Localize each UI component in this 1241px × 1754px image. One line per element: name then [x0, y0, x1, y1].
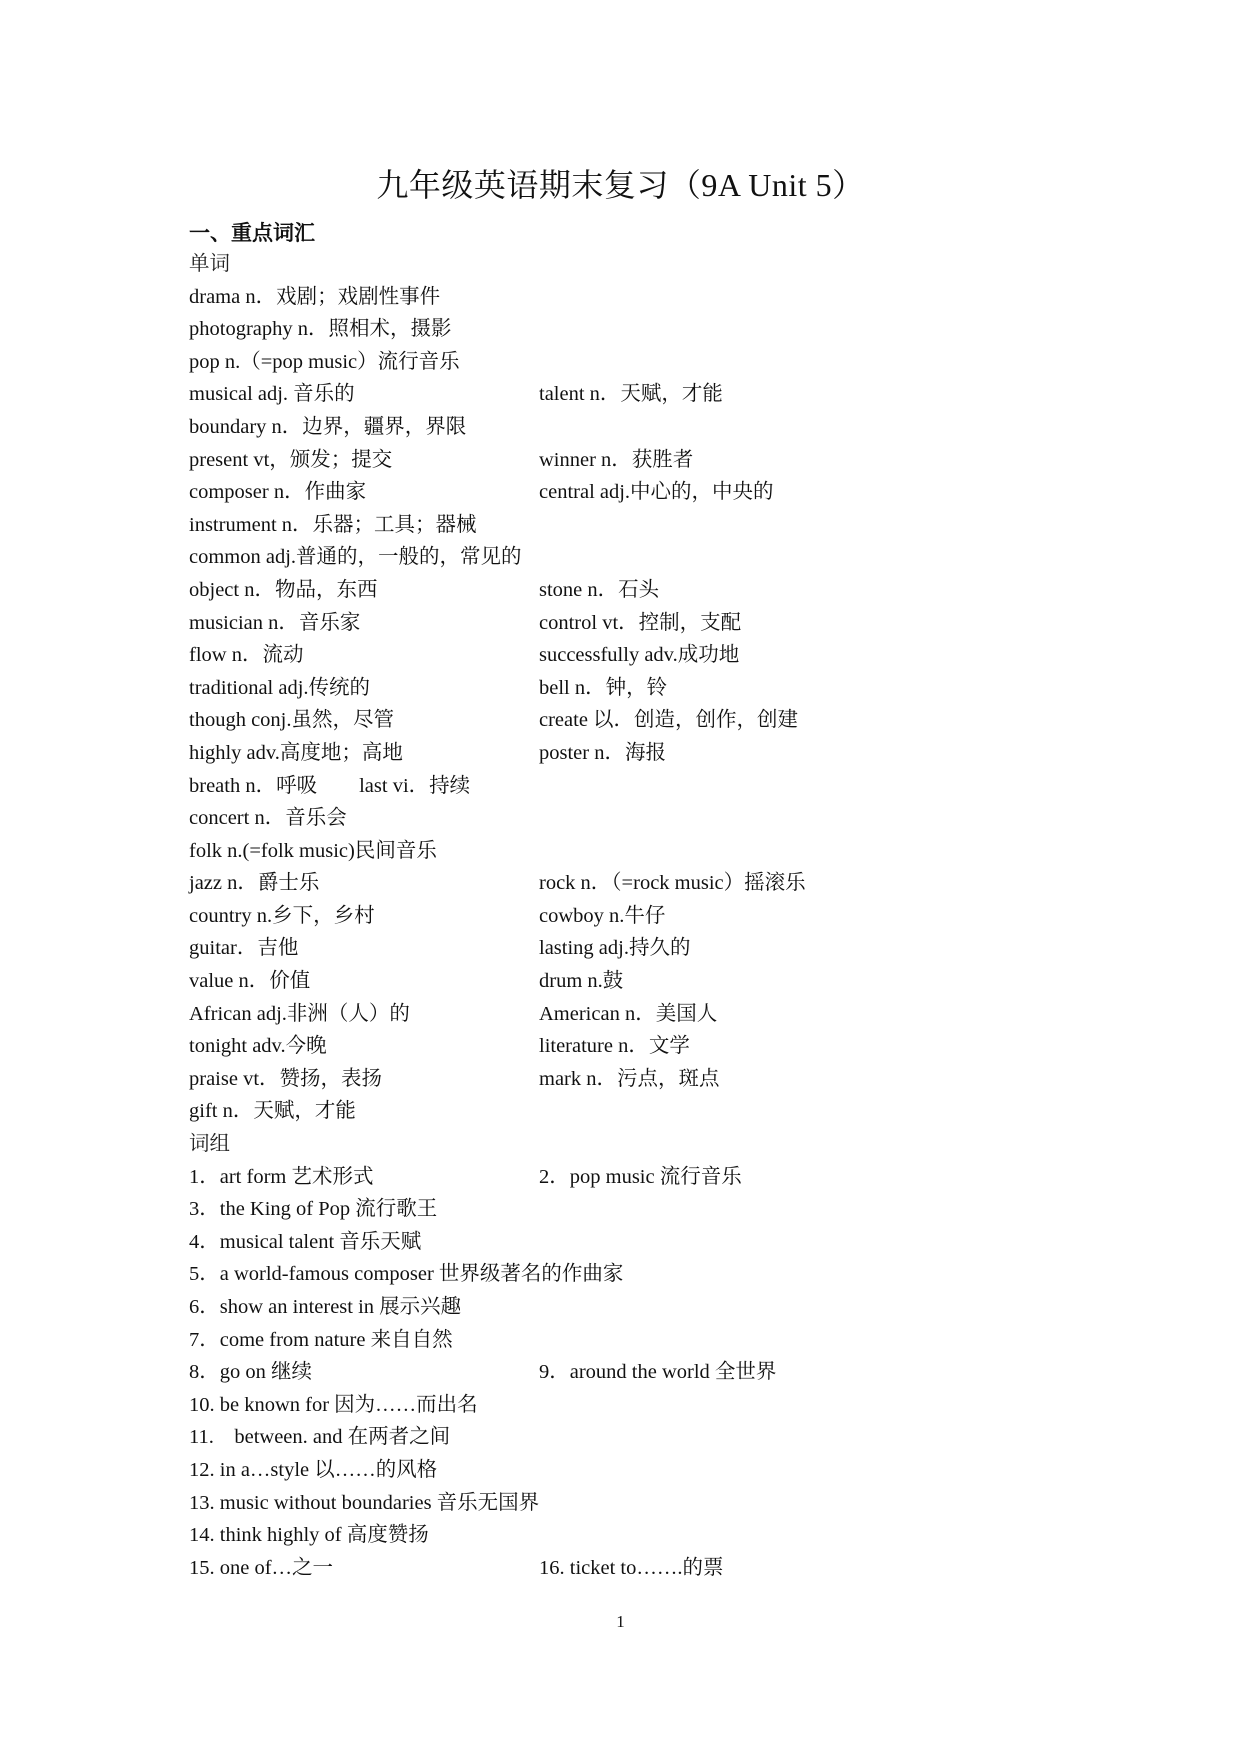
vocab-row-term: photography n．照相术，摄影: [189, 318, 452, 341]
words-subheading: 单词: [189, 253, 230, 275]
vocab-row-term: bell n．钟，铃: [539, 676, 668, 699]
vocab-row-term: boundary n．边界，疆界，界限: [189, 415, 467, 438]
phrase-row-term: 14. think highly of 高度赞扬: [189, 1524, 429, 1547]
section-heading: 一、重点词汇: [189, 221, 315, 245]
vocab-row: [189, 509, 1089, 542]
phrase-row: [189, 1291, 1089, 1324]
phrase-row: [189, 1193, 1089, 1226]
vocab-row: [189, 867, 1089, 900]
vocab-row-term: traditional adj.传统的: [189, 676, 371, 699]
vocab-row-term: literature n．文学: [539, 1035, 690, 1058]
vocab-row-term: folk n.(=folk music)民间音乐: [189, 839, 437, 862]
vocab-row-term: last vi．持续: [359, 774, 471, 797]
vocab-row: [189, 672, 1089, 705]
phrase-row: [189, 1552, 1089, 1585]
phrase-row-term: 9．around the world 全世界: [539, 1361, 777, 1384]
vocab-row: [189, 998, 1089, 1031]
phrase-row: [189, 1421, 1089, 1454]
vocab-row-term: present vt，颁发；提交: [189, 448, 393, 471]
vocab-row-term: value n．价值: [189, 970, 311, 993]
phrase-row-term: 5．a world-famous composer 世界级著名的作曲家: [189, 1263, 624, 1286]
vocab-row-term: praise vt．赞扬，表扬: [189, 1067, 383, 1090]
vocab-row: [189, 900, 1089, 933]
vocab-row: [189, 313, 1089, 346]
vocab-row-term: guitar．吉他: [189, 937, 299, 960]
vocab-row-term: musician n．音乐家: [189, 611, 361, 634]
phrase-row-term: 11. between. and 在两者之间: [189, 1426, 451, 1449]
vocab-row-term: composer n．作曲家: [189, 481, 367, 504]
vocab-row: [189, 541, 1089, 574]
phrase-list: [189, 1161, 1089, 1585]
vocab-row-term: African adj.非洲（人）的: [189, 1002, 410, 1025]
vocab-row: [189, 737, 1089, 770]
vocab-row-term: create 以．创造，创作，创建: [539, 709, 799, 732]
phrase-row-term: 10. be known for 因为……而出名: [189, 1393, 478, 1416]
vocab-row-term: musical adj. 音乐的: [189, 383, 355, 406]
vocab-row: [189, 802, 1089, 835]
vocab-row-term: concert n．音乐会: [189, 807, 347, 830]
vocab-row: [189, 1030, 1089, 1063]
vocab-row: [189, 607, 1089, 640]
phrase-row-term: 3．the King of Pop 流行歌王: [189, 1198, 438, 1221]
vocab-row-term: though conj.虽然，尽管: [189, 709, 394, 732]
vocab-row-term: drum n.鼓: [539, 970, 624, 993]
phrase-row: [189, 1161, 1089, 1194]
vocab-row: [189, 476, 1089, 509]
phrase-row-term: 12. in a…style 以……的风格: [189, 1458, 438, 1481]
vocab-row-term: mark n．污点，斑点: [539, 1067, 720, 1090]
vocab-row: [189, 932, 1089, 965]
vocab-row-term: lasting adj.持久的: [539, 937, 691, 960]
page-title: 九年级英语期末复习（9A Unit 5）: [376, 167, 865, 203]
vocab-row: [189, 1063, 1089, 1096]
vocab-row-term: jazz n．爵士乐: [189, 872, 320, 895]
phrase-row-term: 1．art form 艺术形式: [189, 1165, 374, 1188]
vocab-row-term: tonight adv.今晚: [189, 1035, 327, 1058]
vocab-row-term: highly adv.高度地；高地: [189, 741, 403, 764]
vocab-row: [189, 770, 1089, 803]
phrase-row: [189, 1226, 1089, 1259]
phrase-row: [189, 1487, 1089, 1520]
vocab-row: [189, 444, 1089, 477]
vocab-row-term: breath n．呼吸: [189, 774, 318, 797]
phrase-row-term: 4．musical talent 音乐天赋: [189, 1230, 422, 1253]
vocab-row: [189, 965, 1089, 998]
vocab-row: [189, 411, 1089, 444]
phrase-row-term: 7．come from nature 来自自然: [189, 1328, 453, 1351]
vocab-row: [189, 574, 1089, 607]
vocab-row-term: successfully adv.成功地: [539, 644, 740, 667]
vocab-row-term: talent n．天赋，才能: [539, 383, 723, 406]
vocab-row-term: gift n．天赋，才能: [189, 1100, 356, 1123]
phrases-subheading: 词组: [189, 1133, 230, 1156]
phrase-row-term: 2．pop music 流行音乐: [539, 1165, 742, 1188]
phrase-row: [189, 1258, 1089, 1291]
vocab-row-term: instrument n．乐器；工具；器械: [189, 513, 477, 536]
vocab-row-term: stone n．石头: [539, 578, 660, 601]
phrase-row-term: 8．go on 继续: [189, 1361, 312, 1384]
phrase-row: [189, 1519, 1089, 1552]
vocab-row-term: cowboy n.牛仔: [539, 904, 666, 927]
vocab-row: [189, 1095, 1089, 1128]
vocab-row-term: rock n．（=rock music）摇滚乐: [539, 872, 806, 895]
vocab-row: [189, 835, 1089, 868]
vocab-row-term: poster n．海报: [539, 741, 666, 764]
vocab-row-term: object n．物品，东西: [189, 578, 378, 601]
vocab-row-term: winner n．获胜者: [539, 448, 694, 471]
phrase-row: [189, 1454, 1089, 1487]
phrase-row: [189, 1356, 1089, 1389]
phrase-row-term: 15. one of…之一: [189, 1556, 334, 1579]
vocab-row-term: flow n．流动: [189, 644, 304, 667]
vocabulary-content: [189, 248, 1089, 1584]
phrase-row: [189, 1324, 1089, 1357]
vocab-row-term: American n．美国人: [539, 1002, 718, 1025]
vocab-row-term: common adj.普通的，一般的，常见的: [189, 546, 522, 569]
page-number: 1: [616, 1612, 625, 1631]
vocab-row-term: control vt．控制，支配: [539, 611, 742, 634]
phrase-row: [189, 1389, 1089, 1422]
vocab-row: [189, 378, 1089, 411]
vocab-row: [189, 639, 1089, 672]
phrase-row-term: 13. music without boundaries 音乐无国界: [189, 1491, 540, 1514]
vocab-row-term: drama n．戏剧；戏剧性事件: [189, 285, 441, 308]
vocab-row: [189, 346, 1089, 379]
vocabulary-list: [189, 281, 1089, 1128]
vocab-row-term: country n.乡下，乡村: [189, 904, 375, 927]
vocab-row-term: pop n.（=pop music）流行音乐: [189, 350, 460, 373]
phrase-row-term: 16. ticket to…….的票: [539, 1556, 724, 1579]
vocab-row: [189, 704, 1089, 737]
vocab-row: [189, 281, 1089, 314]
vocab-row-term: central adj.中心的，中央的: [539, 481, 774, 504]
phrase-row-term: 6．show an interest in 展示兴趣: [189, 1296, 462, 1318]
